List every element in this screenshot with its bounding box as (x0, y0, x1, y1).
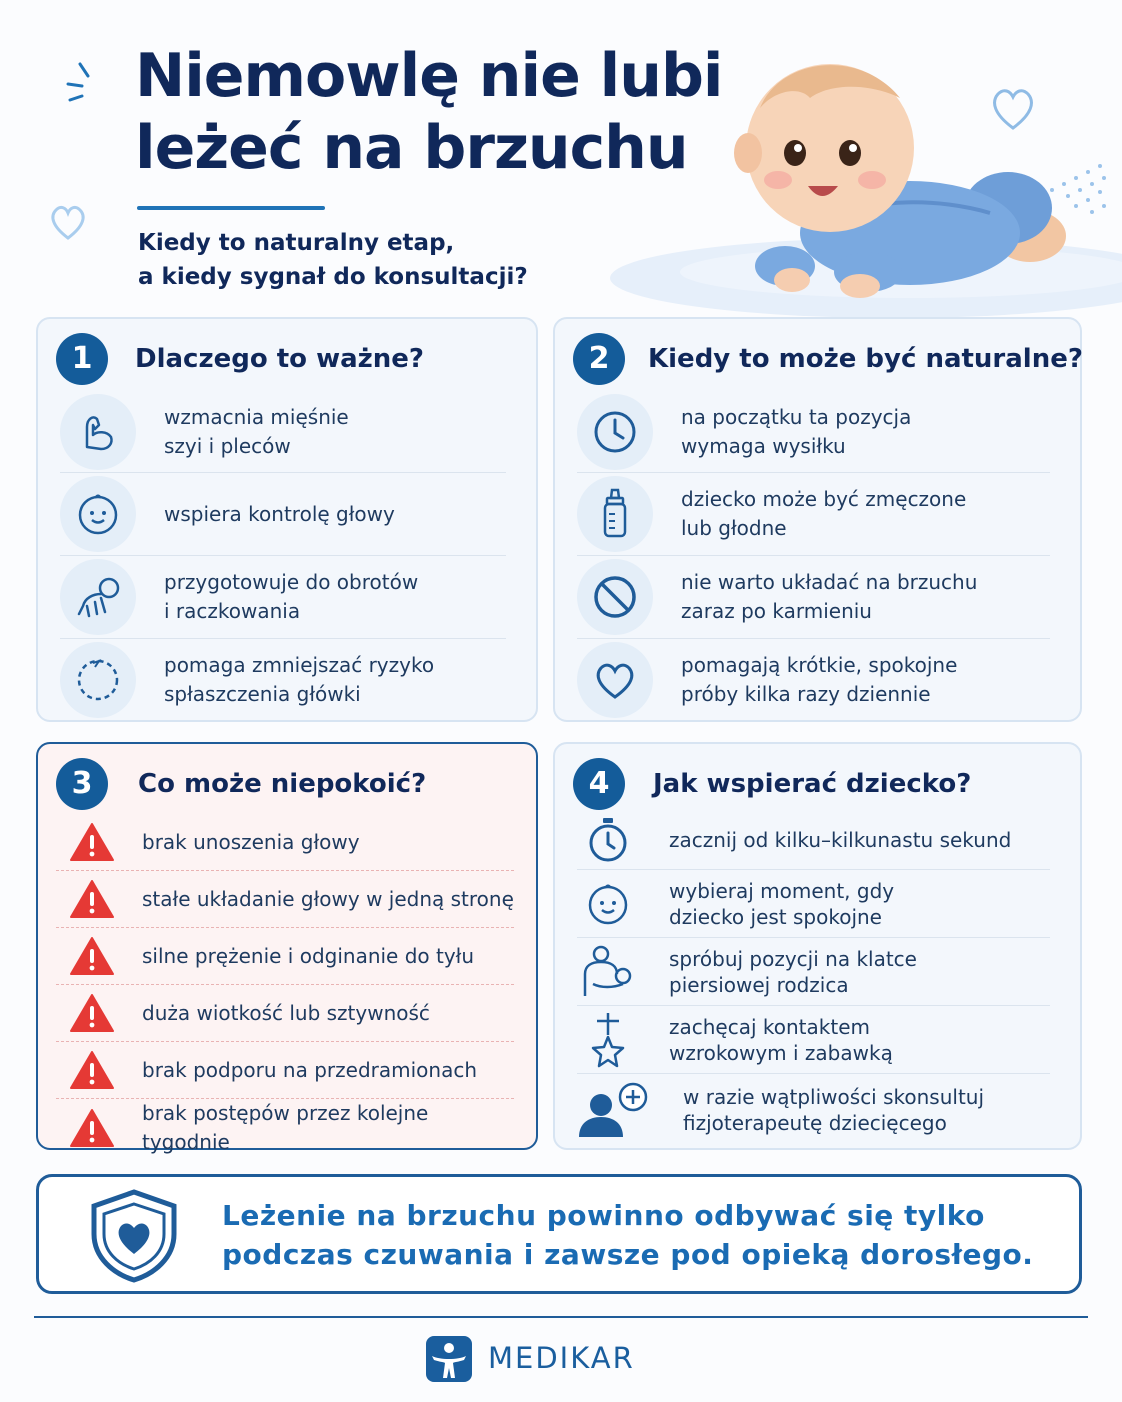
sparkle-icon (62, 58, 102, 108)
list-item (577, 1074, 1050, 1146)
item-line: spłaszczenia główki (164, 682, 361, 706)
section-title: Dlaczego to ważne? (135, 344, 425, 374)
list-item-text (681, 651, 957, 709)
crawling-baby-icon (60, 559, 136, 635)
item-line: fizjoterapeutę dziecięcego (683, 1111, 947, 1135)
title-line-2: leżeć na brzuchu (135, 113, 688, 183)
list-item-text (164, 651, 434, 709)
section-number-badge: 3 (56, 758, 108, 810)
list-item-text (164, 403, 349, 461)
section-list (60, 391, 506, 721)
section-card-4 (553, 742, 1082, 1150)
list-item (56, 1099, 514, 1156)
section-header (573, 333, 1083, 385)
list-item (577, 639, 1050, 721)
page-subtitle (138, 226, 658, 294)
list-item-text (669, 878, 894, 930)
head-shape-icon (60, 642, 136, 718)
subtitle-line-1: Kiedy to naturalny etap, (138, 230, 455, 256)
item-line: dziecko może być zmęczone (681, 487, 967, 511)
warning-icon (56, 1045, 128, 1095)
list-item (577, 556, 1050, 639)
section-card-3 (36, 742, 538, 1154)
shield-heart-icon (88, 1188, 180, 1284)
parent-holding-baby-icon (577, 942, 639, 1002)
list-item (577, 1006, 1050, 1074)
warning-icon (56, 817, 128, 867)
list-item-text: silne prężenie i odginanie do tyłu (142, 943, 475, 968)
footer-divider (34, 1316, 1088, 1318)
list-item-text: brak postępów przez kolejne tygodnie (142, 1100, 429, 1154)
list-item (60, 639, 506, 721)
list-item (60, 473, 506, 556)
list-item (56, 985, 514, 1042)
warning-icon (56, 874, 128, 924)
subtitle-line-2: a kiedy sygnał do konsultacji? (138, 264, 528, 290)
list-item-text: stałe układanie głowy w jedną stronę (142, 886, 514, 911)
list-item-text (669, 1014, 893, 1066)
title-line-1: Niemowlę nie lubi (135, 41, 723, 111)
warning-icon (56, 931, 128, 981)
list-item-text (164, 568, 418, 626)
item-line: wzmacnia mięśnie (164, 404, 349, 429)
item-line: pomaga zmniejszać ryzyko (164, 653, 435, 677)
item-line: wspiera kontrolę głowy (164, 501, 395, 526)
list-item (60, 391, 506, 473)
list-item (577, 391, 1050, 473)
list-item-text: brak unoszenia głowy (142, 829, 360, 854)
section-header (573, 758, 971, 810)
banner-line-1: Leżenie na brzuchu powinno odbywać się tylko (222, 1199, 985, 1232)
baby-bottle-icon (577, 476, 653, 552)
item-line: wymaga wysiłku (681, 433, 846, 458)
section-title: Jak wspierać dziecko? (653, 769, 972, 799)
item-line: próby kilka razy dziennie (681, 682, 931, 706)
list-item-text (669, 946, 917, 998)
section-card-2 (553, 317, 1082, 722)
calm-baby-icon (577, 874, 639, 934)
item-line: szyi i pleców (164, 433, 291, 458)
heart-icon (577, 642, 653, 718)
list-item (56, 871, 514, 928)
baby-illustration (610, 28, 1122, 320)
section-list (577, 810, 1050, 1146)
item-line: i raczkowania (164, 599, 301, 623)
section-number-badge: 1 (56, 333, 108, 385)
add-person-icon (577, 1080, 653, 1140)
section-title: Kiedy to może być naturalne? (648, 344, 1083, 374)
item-line: zaraz po karmieniu (681, 599, 872, 623)
warning-icon (56, 1103, 128, 1153)
item-line: wybieraj moment, gdy (669, 878, 895, 903)
item-line: zacznij od kilku–kilkunastu sekund (669, 827, 1012, 852)
list-item-text: duża wiotkość lub sztywność (142, 1000, 430, 1025)
section-list (577, 391, 1050, 721)
brand-name: MEDIKAR (488, 1341, 635, 1375)
section-number-badge: 2 (573, 333, 625, 385)
warning-icon (56, 988, 128, 1038)
item-line: spróbuj pozycji na klatce (669, 946, 917, 971)
medikar-logo-icon (424, 1334, 474, 1384)
list-item-text (681, 403, 911, 461)
star-toy-icon (577, 1010, 639, 1070)
section-number-badge: 4 (573, 758, 625, 810)
prohibited-icon (577, 559, 653, 635)
section-header (56, 758, 426, 810)
baby-face-icon (60, 476, 136, 552)
list-item-text (681, 485, 966, 543)
list-item (56, 1042, 514, 1099)
item-line: nie warto układać na brzuchu (681, 570, 978, 594)
item-line: lub głodne (681, 516, 787, 540)
list-item (56, 814, 514, 871)
item-line: dziecko jest spokojne (669, 904, 882, 929)
title-underline (137, 206, 325, 210)
section-title: Co może niepokoić? (138, 769, 427, 799)
muscle-arm-icon (60, 394, 136, 470)
list-item (56, 928, 514, 985)
list-item-text (669, 827, 1011, 853)
clock-icon (577, 394, 653, 470)
list-item (577, 870, 1050, 938)
banner-line-2: podczas czuwania i zawsze pod opieką dorosłego. (222, 1238, 1034, 1271)
list-item-text (681, 568, 977, 626)
list-item (577, 938, 1050, 1006)
item-line: piersiowej rodzica (669, 972, 849, 997)
section-card-1 (36, 317, 538, 722)
list-item-text (683, 1084, 984, 1136)
heart-outline-icon (46, 200, 90, 244)
list-item-text (164, 500, 395, 529)
item-line: wzrokowym i zabawką (669, 1040, 893, 1065)
list-item (60, 556, 506, 639)
stopwatch-icon (577, 810, 639, 870)
item-line: w razie wątpliwości skonsultuj (683, 1085, 985, 1109)
list-item (577, 473, 1050, 556)
item-line: na początku ta pozycja (681, 404, 912, 429)
section-header (56, 333, 424, 385)
section-list (56, 814, 514, 1156)
banner-text (222, 1196, 1042, 1274)
item-line: przygotowuje do obrotów (164, 570, 419, 594)
list-item (577, 810, 1050, 870)
item-line: zachęcaj kontaktem (669, 1014, 870, 1039)
list-item-text: brak podporu na przedramionach (142, 1057, 477, 1082)
item-line: pomagają krótkie, spokojne (681, 653, 958, 677)
